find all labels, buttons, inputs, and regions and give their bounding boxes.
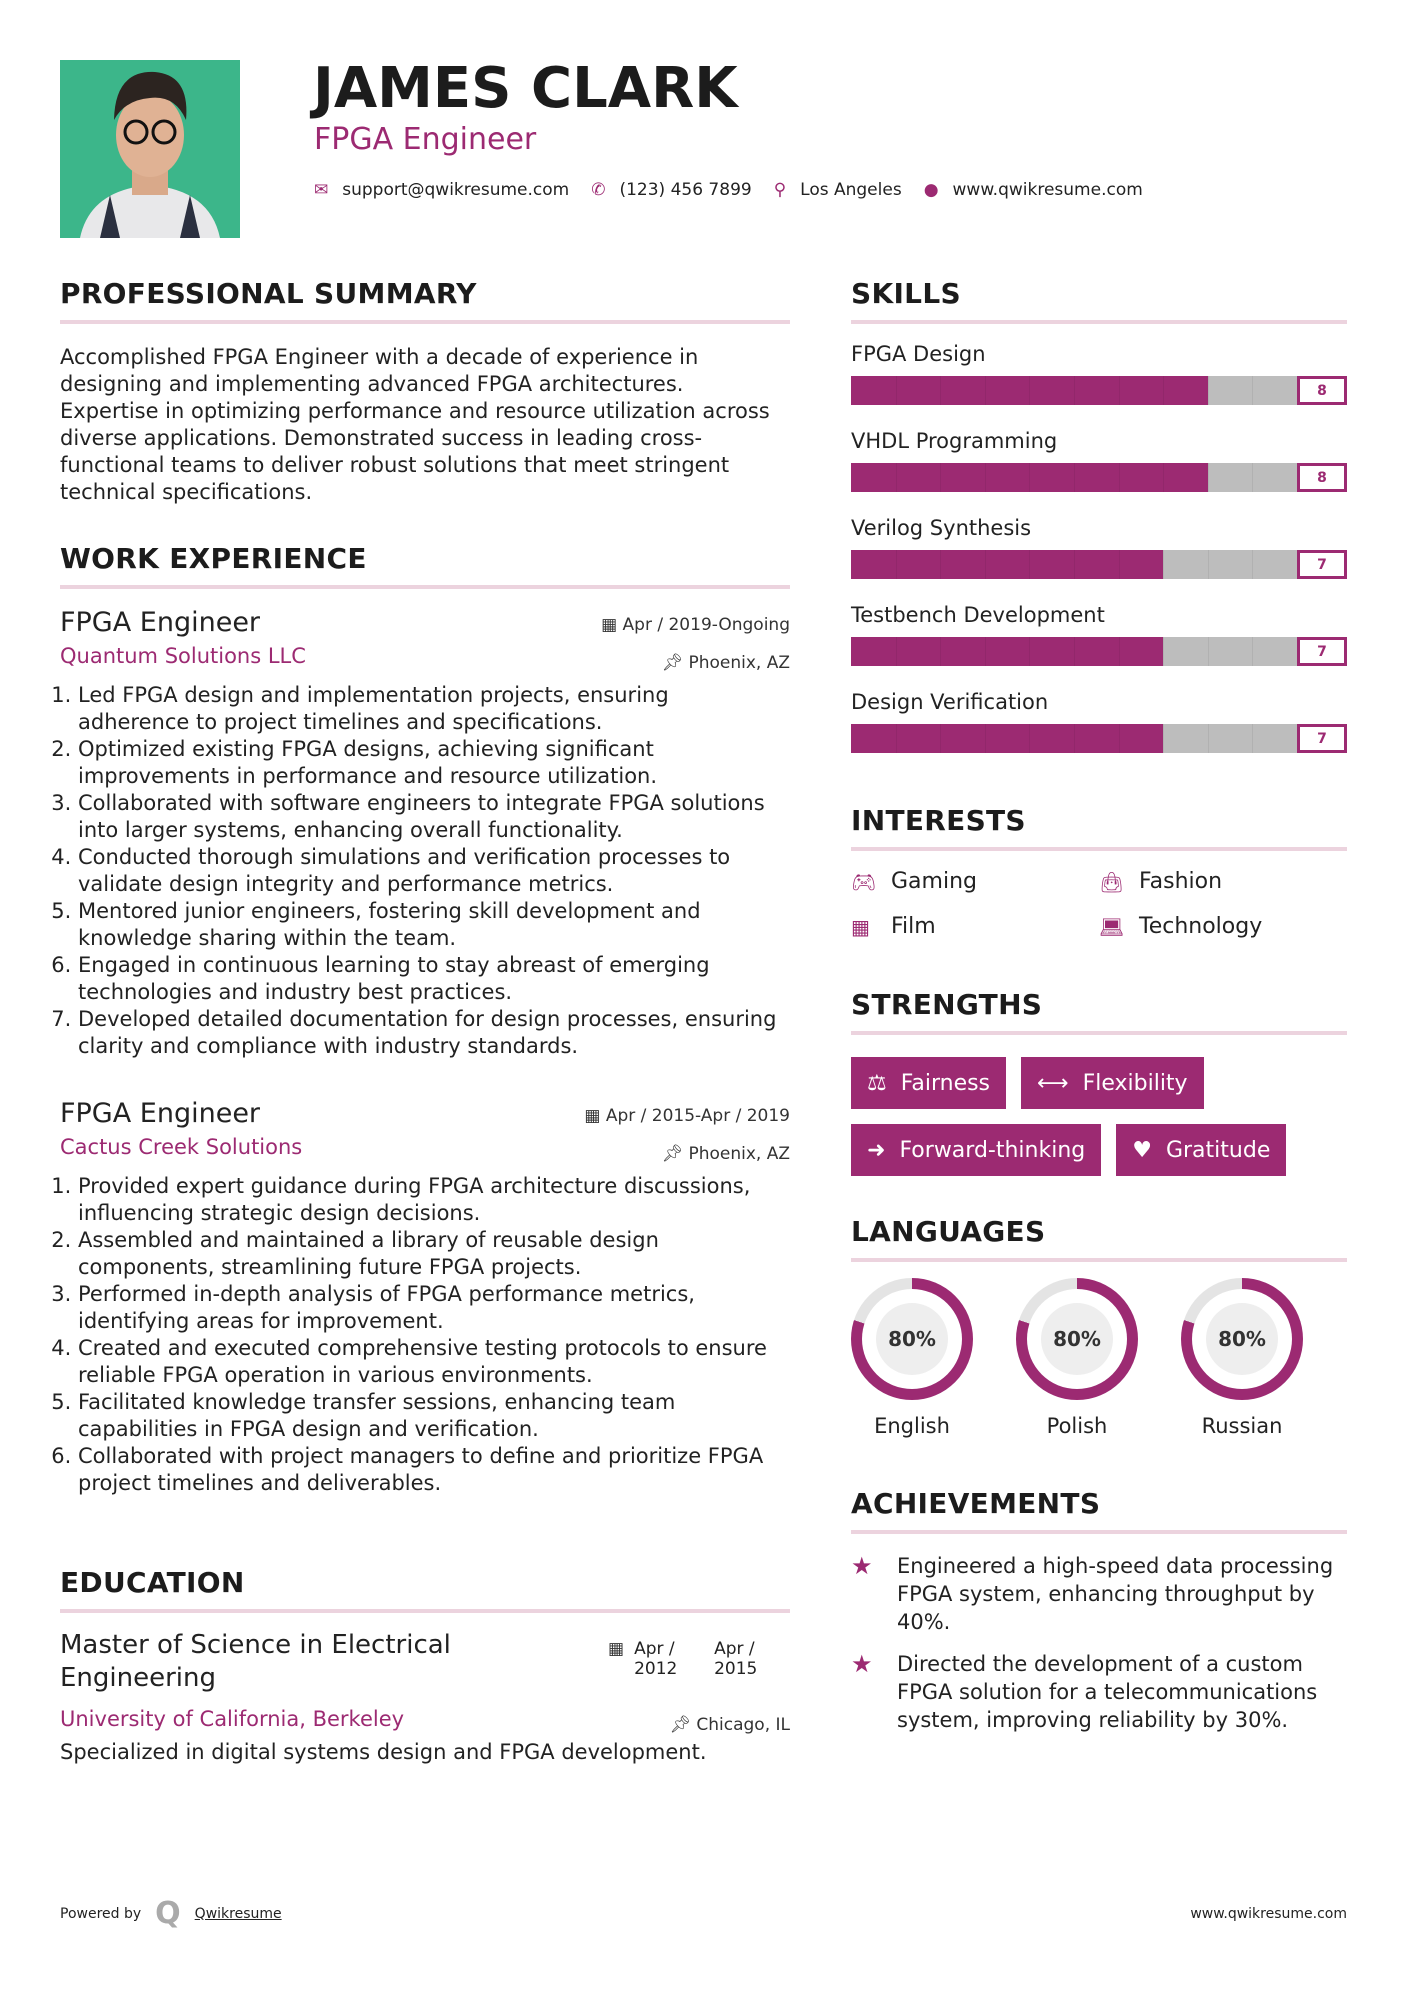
skill-name: Design Verification (851, 690, 1049, 714)
pin-icon: 📌︎ (669, 1715, 697, 1735)
degree-title: Master of Science in Electrical Engineering (60, 1630, 451, 1693)
interests-section (851, 804, 1347, 939)
duty-item: 7. Developed detailed documentation for design processes, ensuring clarity and compliance with industry standards. (78, 1006, 785, 1060)
laptop-icon: 💻︎ (1099, 914, 1125, 939)
divider (851, 320, 1347, 324)
achievement-text: Engineered a high-speed data processing FPGA system, enhancing throughput by 40%. (897, 1554, 1334, 1634)
duty-item: 1. Provided expert guidance during FPGA architecture discussions, influencing strategic design decisions. (78, 1173, 785, 1227)
star-icon: ★ (851, 1650, 873, 1678)
skill-bar (851, 550, 1347, 579)
interest-item (1099, 914, 1347, 939)
divider (60, 585, 790, 589)
section-heading: SKILLS (851, 277, 961, 310)
divider (60, 1609, 790, 1613)
location-text: Phoenix, AZ (688, 1144, 790, 1164)
duty-item: 2. Optimized existing FPGA designs, achieving significant improvements in performance and resource utilization. (78, 736, 785, 790)
location-text: Phoenix, AZ (688, 653, 790, 673)
section-heading: EDUCATION (60, 1566, 245, 1599)
language-name: Russian (1201, 1414, 1283, 1438)
education-dates (608, 1639, 764, 1679)
heart-icon: ♥ (1132, 1137, 1152, 1163)
skill-bar-fill (851, 637, 1163, 666)
duty-item: 4. Created and executed comprehensive testing protocols to ensure reliable FPGA operation in various environments. (78, 1335, 785, 1389)
strength-badge (851, 1057, 1006, 1109)
job-duties (60, 682, 785, 1060)
calendar-icon: ▦ (608, 1639, 625, 1659)
language-percent: 80% (876, 1303, 948, 1375)
language-name: English (874, 1414, 950, 1438)
language-donut (1016, 1278, 1138, 1400)
divider (60, 320, 790, 324)
skill-score: 8 (1297, 376, 1347, 405)
skill-name: FPGA Design (851, 342, 986, 366)
skill-item (851, 516, 1347, 603)
candidate-name: JAMES CLARK (313, 56, 738, 121)
divider (851, 1530, 1347, 1534)
language-donut (851, 1278, 973, 1400)
education-section (60, 1566, 790, 1799)
footer-website[interactable]: www.qwikresume.com (1190, 1906, 1347, 1922)
interest-label: Film (891, 914, 936, 939)
contact-phone[interactable]: (123) 456 7899 (619, 180, 752, 200)
job-dates (601, 615, 790, 635)
strength-label: Gratitude (1165, 1137, 1271, 1163)
section-heading: LANGUAGES (851, 1215, 1046, 1248)
job-location (661, 1144, 790, 1164)
arrow-right-icon: ➜ (867, 1137, 886, 1163)
interest-label: Technology (1139, 914, 1263, 939)
calendar-icon: ▦ (601, 615, 623, 635)
achievement-item (851, 1552, 1347, 1636)
job-location (661, 653, 790, 673)
skill-score: 7 (1297, 637, 1347, 666)
candidate-title: FPGA Engineer (314, 122, 537, 157)
star-icon: ★ (851, 1552, 873, 1580)
strengths-section (851, 988, 1347, 1176)
achievement-item (851, 1650, 1347, 1734)
duty-item: 2. Assembled and maintained a library of reusable design components, streamlining future FPGA projects. (78, 1227, 785, 1281)
section-heading: PROFESSIONAL SUMMARY (60, 277, 477, 310)
job-entry (60, 607, 790, 1060)
strength-badge (851, 1124, 1101, 1176)
footer-brand (60, 1896, 282, 1931)
language-donut (1181, 1278, 1303, 1400)
strength-badge (1021, 1057, 1204, 1109)
skill-item (851, 429, 1347, 516)
interest-item (1099, 869, 1347, 894)
globe-icon: ● (923, 180, 939, 200)
arrows-h-icon: ⟷ (1037, 1070, 1069, 1096)
skills-section (851, 277, 1347, 777)
skill-bar-fill (851, 550, 1163, 579)
education-location (669, 1715, 790, 1735)
duty-item: 5. Facilitated knowledge transfer sessions, enhancing team capabilities in FPGA design and verification. (78, 1389, 785, 1443)
contact-website[interactable]: www.qwikresume.com (952, 180, 1143, 200)
shopping-bag-icon: 👜︎ (1099, 869, 1125, 894)
skill-bar (851, 376, 1347, 405)
section-heading: INTERESTS (851, 804, 1026, 837)
job-dates (584, 1106, 790, 1126)
strength-label: Forward-thinking (899, 1137, 1086, 1163)
skill-score: 7 (1297, 550, 1347, 579)
contact-email[interactable]: support@qwikresume.com (342, 180, 570, 200)
language-percent: 80% (1041, 1303, 1113, 1375)
skill-bar-fill (851, 724, 1163, 753)
interest-label: Gaming (891, 869, 977, 894)
duty-item: 5. Mentored junior engineers, fostering skill development and knowledge sharing within the team. (78, 898, 785, 952)
skill-bar (851, 637, 1347, 666)
balance-scale-icon: ⚖ (867, 1070, 887, 1096)
duty-item: 4. Conducted thorough simulations and verification processes to validate design integrity and performance metrics. (78, 844, 785, 898)
divider (851, 847, 1347, 851)
skill-name: Testbench Development (851, 603, 1105, 627)
section-heading: ACHIEVEMENTS (851, 1487, 1101, 1520)
languages-section (851, 1215, 1347, 1468)
skill-score: 8 (1297, 463, 1347, 492)
dates-text: Apr / 2019-Ongoing (622, 615, 790, 635)
skill-item (851, 603, 1347, 690)
job-title: FPGA Engineer (60, 1098, 261, 1129)
phone-icon: ✆ (591, 180, 606, 200)
skill-name: Verilog Synthesis (851, 516, 1032, 540)
powered-by-label: Powered by (60, 1905, 142, 1922)
dates-text: Apr / 2015-Apr / 2019 (605, 1106, 790, 1126)
skill-item (851, 690, 1347, 777)
qwikresume-logo-icon: Q (155, 1896, 181, 1931)
pin-icon: 📌︎ (661, 653, 689, 673)
company-name: Cactus Creek Solutions (60, 1135, 303, 1159)
start-date: Apr / 2012 (634, 1639, 678, 1679)
duty-item: 6. Engaged in continuous learning to stay abreast of emerging technologies and industry best practices. (78, 952, 785, 1006)
skill-item (851, 342, 1347, 429)
contact-location: Los Angeles (800, 180, 902, 200)
section-heading: WORK EXPERIENCE (60, 542, 367, 575)
job-duties (60, 1173, 785, 1497)
end-date: Apr / 2015 (714, 1639, 758, 1679)
interest-item (851, 914, 1099, 939)
company-name: Quantum Solutions LLC (60, 644, 306, 668)
duty-item: 3. Collaborated with software engineers to integrate FPGA solutions into larger systems, enhancing overall functionality. (78, 790, 785, 844)
skill-score: 7 (1297, 724, 1347, 753)
envelope-icon: ✉ (314, 180, 329, 200)
duty-item: 6. Collaborated with project managers to define and prioritize FPGA project timelines and deliverables. (78, 1443, 785, 1497)
pin-icon: 📌︎ (661, 1144, 689, 1164)
calendar-icon: ▦ (584, 1106, 606, 1126)
duty-item: 1. Led FPGA design and implementation projects, ensuring adherence to project timelines and specifications. (78, 682, 785, 736)
divider (851, 1258, 1347, 1262)
education-description: Specialized in digital systems design and FPGA development. (60, 1740, 707, 1764)
skill-name: VHDL Programming (851, 429, 1058, 453)
experience-section (60, 542, 790, 1497)
section-heading: STRENGTHS (851, 988, 1043, 1021)
interest-label: Fashion (1139, 869, 1223, 894)
skill-bar (851, 463, 1347, 492)
contact-bar (314, 180, 1165, 200)
summary-text: Accomplished FPGA Engineer with a decade of experience in designing and implementing advanced FPGA architectures. Expertise in optimizing performance and resource utilization across diverse applications. Demonstrated success in leading cross-functional teams to deliver robust solutions that meet stringent technical specifications. (60, 345, 770, 504)
achievement-text: Directed the development of a custom FPGA solution for a telecommunications system, improving reliability by 30%. (897, 1652, 1318, 1732)
map-marker-icon: ⚲ (773, 180, 787, 200)
duty-item: 3. Performed in-depth analysis of FPGA performance metrics, identifying areas for improvement. (78, 1281, 785, 1335)
language-percent: 80% (1206, 1303, 1278, 1375)
strength-label: Fairness (900, 1070, 991, 1096)
job-title: FPGA Engineer (60, 607, 261, 638)
language-item (842, 1278, 982, 1438)
film-icon: ▦ (851, 914, 870, 939)
strength-label: Flexibility (1082, 1070, 1188, 1096)
profile-photo (60, 60, 240, 238)
gamepad-icon: 🎮︎ (851, 869, 877, 894)
language-item (1007, 1278, 1147, 1438)
divider (851, 1031, 1347, 1035)
achievements-section (851, 1487, 1347, 1748)
language-name: Polish (1046, 1414, 1108, 1438)
school-name: University of California, Berkeley (60, 1707, 405, 1731)
job-entry (60, 1098, 790, 1497)
summary-section (60, 277, 790, 506)
language-item (1172, 1278, 1312, 1438)
brand-link[interactable]: Qwikresume (194, 1905, 282, 1922)
interest-item (851, 869, 1099, 894)
skill-bar (851, 724, 1347, 753)
strength-badge (1116, 1124, 1286, 1176)
location-text: Chicago, IL (696, 1715, 790, 1735)
